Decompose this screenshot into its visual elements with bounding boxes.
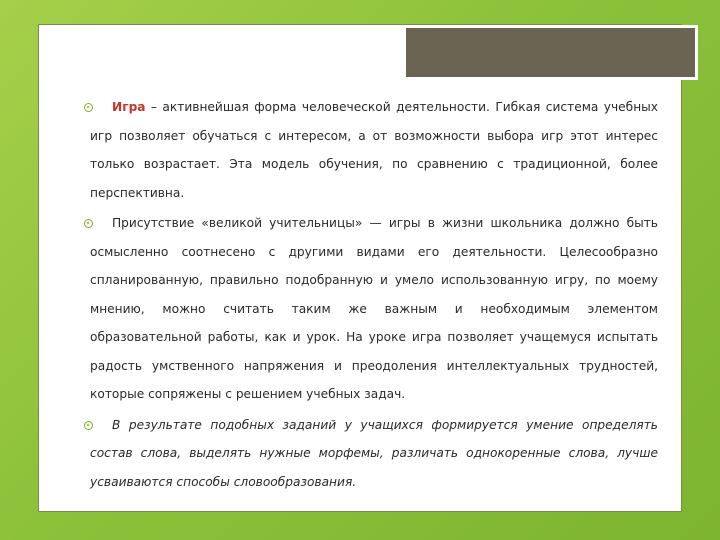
paragraph-text: В результате подобных заданий у учащихся формируется умение определять состав слова, выделять нужные морфемы, различать однокоренные слова, лучше усваиваются способы словообразования.: [90, 417, 658, 489]
paragraph-game-role: [90, 209, 658, 409]
paragraph-text: – активнейшая форма человеческой деятельности. Гибкая система учебных игр позволяет обучаться с интересом, а от возможности выбора игр этот интерес только возрастает. Эта модель обучения, по сравнению с традиционной, более перспективна.: [90, 100, 658, 200]
paragraph-text: Присутствие «великой учительницы» — игры в жизни школьника должно быть осмысленно соотнесено с другими видами его деятельности. Целесообразно спланированную, правильно подобранную и умело использованную игру, по моему мнению, можно считать таким же важным и необходимым элементом образовательной работы, как и урок. На уроке игра позволяет учащемуся испытать радость умственного напряжения и преодоления интеллектуальных трудностей, которые сопряжены с решением учебных задач.: [90, 216, 658, 401]
circle-bullet-icon: [84, 103, 93, 112]
paragraph-results: [90, 411, 658, 497]
paragraph-game-definition: [90, 93, 658, 207]
title-bar: [403, 25, 698, 80]
slide-content: [90, 93, 658, 496]
term-game: Игра: [112, 100, 146, 114]
circle-bullet-icon: [84, 421, 93, 430]
circle-bullet-icon: [84, 219, 93, 228]
